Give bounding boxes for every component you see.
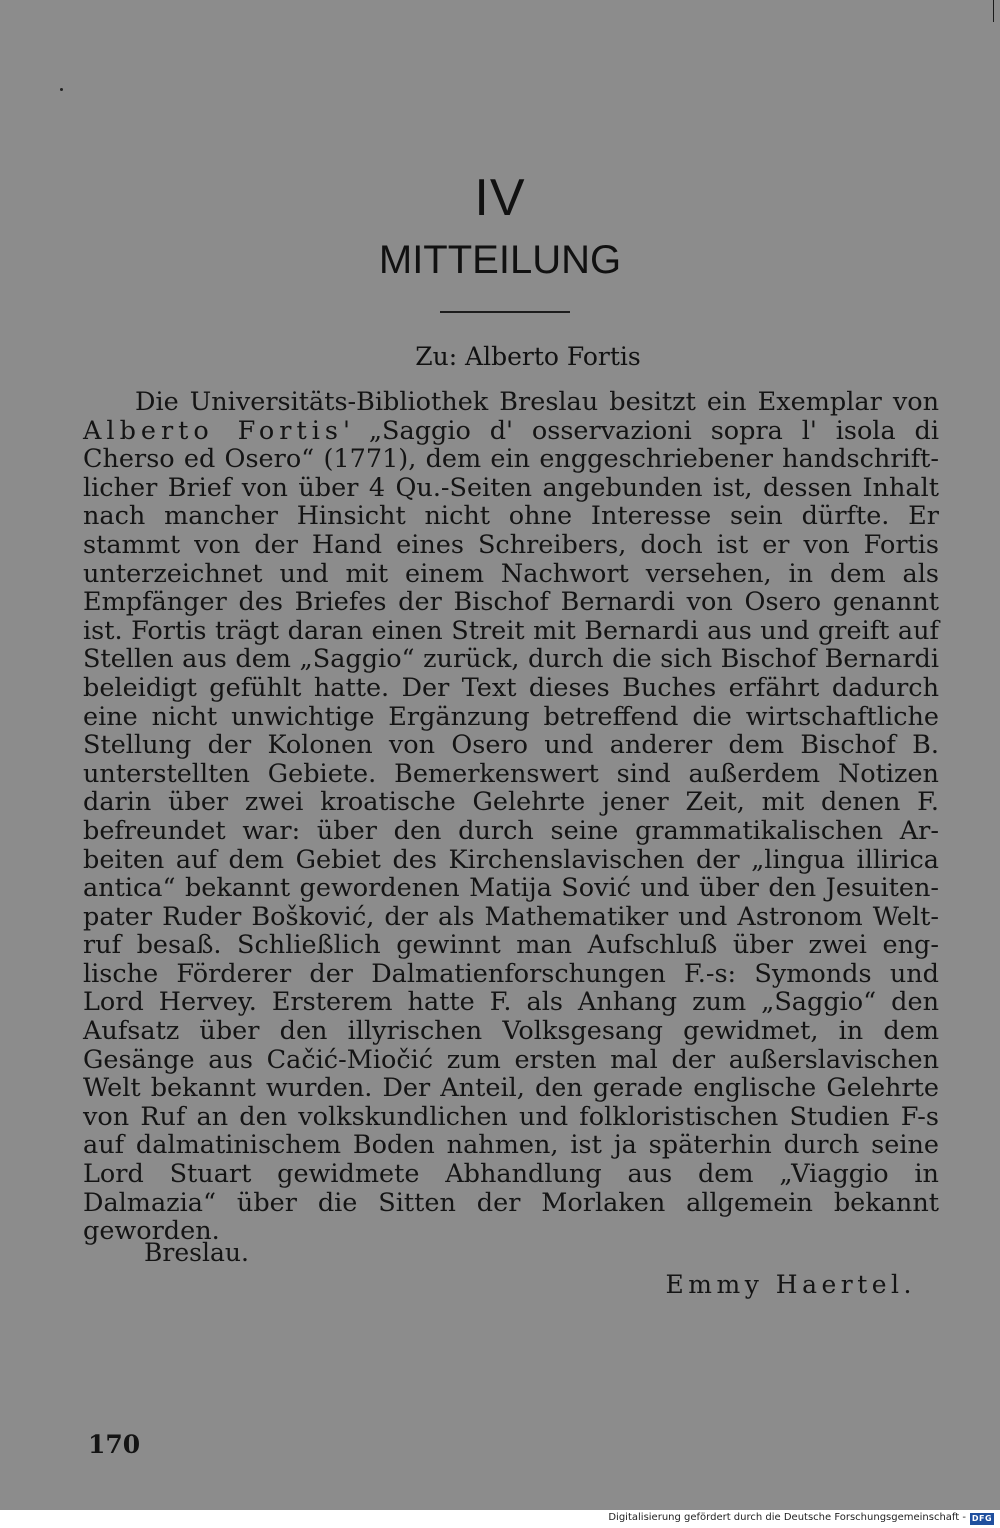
heading-divider	[440, 311, 570, 313]
page-number: 170	[88, 1430, 141, 1459]
body-paragraph	[83, 388, 939, 1246]
author-signature: Emmy Haertel.	[665, 1270, 916, 1299]
body-text: ' „Saggio d' osservazioni sopra l' isola di Cherso ed Osero“ (1771), dem ein enggeschriebener handschriftlicher Brief von über 4 Qu.-Seiten angebunden ist, dessen Inhalt nach mancher Hinsicht nicht ohne Interesse sein dürfte. Er stammt von der Hand eines Schreibers, doch ist er von Fortis unterzeichnet und mit einem Nachwort versehen, in dem als Empfänger des Briefes der Bischof Bernardi von Osero genannt ist. Fortis trägt daran einen Streit mit Bernardi aus und greift auf Stellen aus dem „Saggio“ zurück, durch die sich Bischof Bernardi beleidigt gefühlt hatte. Der Text dieses Buches erfährt dadurch eine nicht unwichtige Ergänzung betreffend die wirtschaftliche Stellung der Kolonen von Osero und anderer dem Bischof B. unterstellten Gebiete. Bemerkenswert sind außerdem Notizen darin über zwei kroatische Gelehrte jener Zeit, mit denen F. befreundet war: über den durch seine grammatikalischen Arbeiten auf dem Gebiet des Kirchenslavischen der „lingua illirica antica“ bekannt gewordenen Matija Sović und über den Jesuitenpater Ruder Bošković, der als Mathematiker und Astronom Weltruf besaß. Schließlich gewinnt man Aufschluß über zwei englische Förderer der Dalmatienforschungen F.-s: Symonds und Lord Hervey. Ersterem hatte F. als Anhang zum „Saggio“ den Aufsatz über den illyrischen Volksgesang gewidmet, in dem Gesänge aus Cačić-Miočić zum ersten mal der außerslavischen Welt bekannt wurden. Der Anteil, den gerade englische Gelehrte von Ruf an den volkskundlichen und folkloristischen Studien F-s auf dalmatinischem Boden nahmen, ist ja späterhin durch seine Lord Stuart gewidmete Abhandlung aus dem „Viaggio in Dalmazia“ über die Sitten der Morlaken allgemein bekannt geworden.	[83, 415, 939, 1247]
place-line: Breslau.	[144, 1238, 249, 1267]
dfg-logo-icon: DFG	[971, 1514, 993, 1523]
body-spaced-name: Alberto Fortis	[83, 415, 343, 446]
article-subheading: Zu: Alberto Fortis	[415, 342, 641, 371]
scan-speck	[60, 88, 63, 91]
footer-credit: Digitalisierung gefördert durch die Deutsche Forschungsgemeinschaft -	[608, 1512, 966, 1523]
section-numeral: IV	[474, 169, 526, 227]
page-edge-mark	[993, 0, 994, 22]
body-intro: Die Universitäts-Bibliothek Breslau besitzt ein Exemplar von	[135, 387, 939, 417]
digitization-footer	[0, 1510, 1000, 1528]
section-heading: MITTEILUNG	[378, 238, 622, 282]
